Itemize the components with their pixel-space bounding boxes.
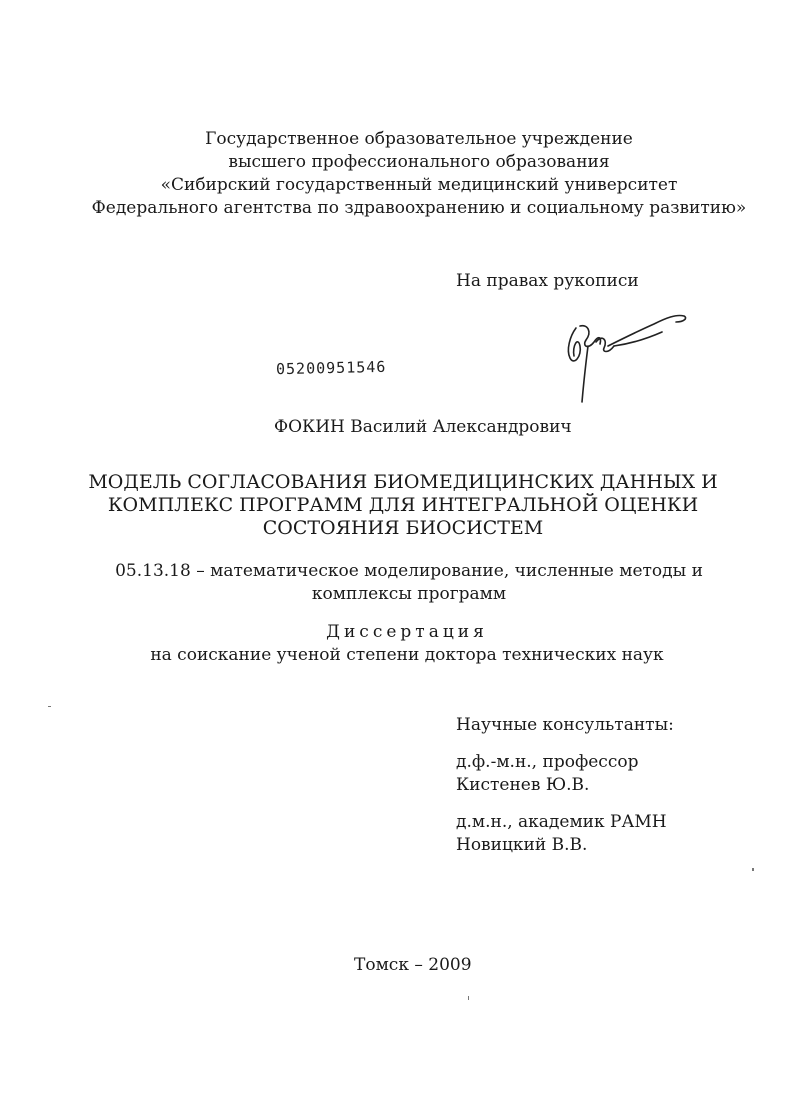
specialty-line: комплексы программ (311, 584, 507, 604)
dissertation-block (8, 621, 798, 667)
city-year: Томск – 2009 (354, 955, 472, 975)
dissertation-label: Диссертация (326, 622, 488, 642)
institution-line: Государственное образовательное учреждение (205, 129, 633, 149)
institution-block (20, 128, 798, 220)
consultant-title: д.ф.-м.н., профессор (456, 752, 639, 772)
institution-line: высшего профессионального образования (228, 152, 610, 172)
consultant-title: д.м.н., академик РАМН (456, 812, 667, 832)
title-line: КОМПЛЕКС ПРОГРАММ ДЛЯ ИНТЕГРАЛЬНОЙ ОЦЕНКИ (107, 494, 699, 516)
scan-speck (752, 868, 754, 871)
specialty-block (10, 560, 798, 606)
institution-line: Федерального агентства по здравоохранению и социальному развитию» (91, 198, 747, 218)
consultant-name: Кистенев Ю.В. (456, 775, 590, 795)
title-line: МОДЕЛЬ СОГЛАСОВАНИЯ БИОМЕДИЦИНСКИХ ДАННЫХ И (88, 471, 718, 493)
dissertation-title (4, 471, 798, 540)
inventory-number: 05200951546 (275, 357, 387, 379)
consultant-name: Новицкий В.В. (456, 835, 588, 855)
consultants-block (456, 714, 674, 857)
rights-note: На правах рукописи (456, 271, 639, 291)
author-name: ФОКИН Василий Александрович (274, 417, 572, 437)
institution-line: «Сибирский государственный медицинский университет (160, 175, 678, 195)
consultants-heading: Научные консультанты: (456, 715, 674, 735)
specialty-line: 05.13.18 – математическое моделирование, численные методы и (115, 561, 703, 581)
scan-speck (48, 706, 51, 707)
title-line: СОСТОЯНИЯ БИОСИСТЕМ (262, 517, 544, 539)
signature (558, 306, 698, 410)
degree-line: на соискание ученой степени доктора технических наук (150, 645, 664, 665)
scan-speck (468, 996, 469, 1000)
